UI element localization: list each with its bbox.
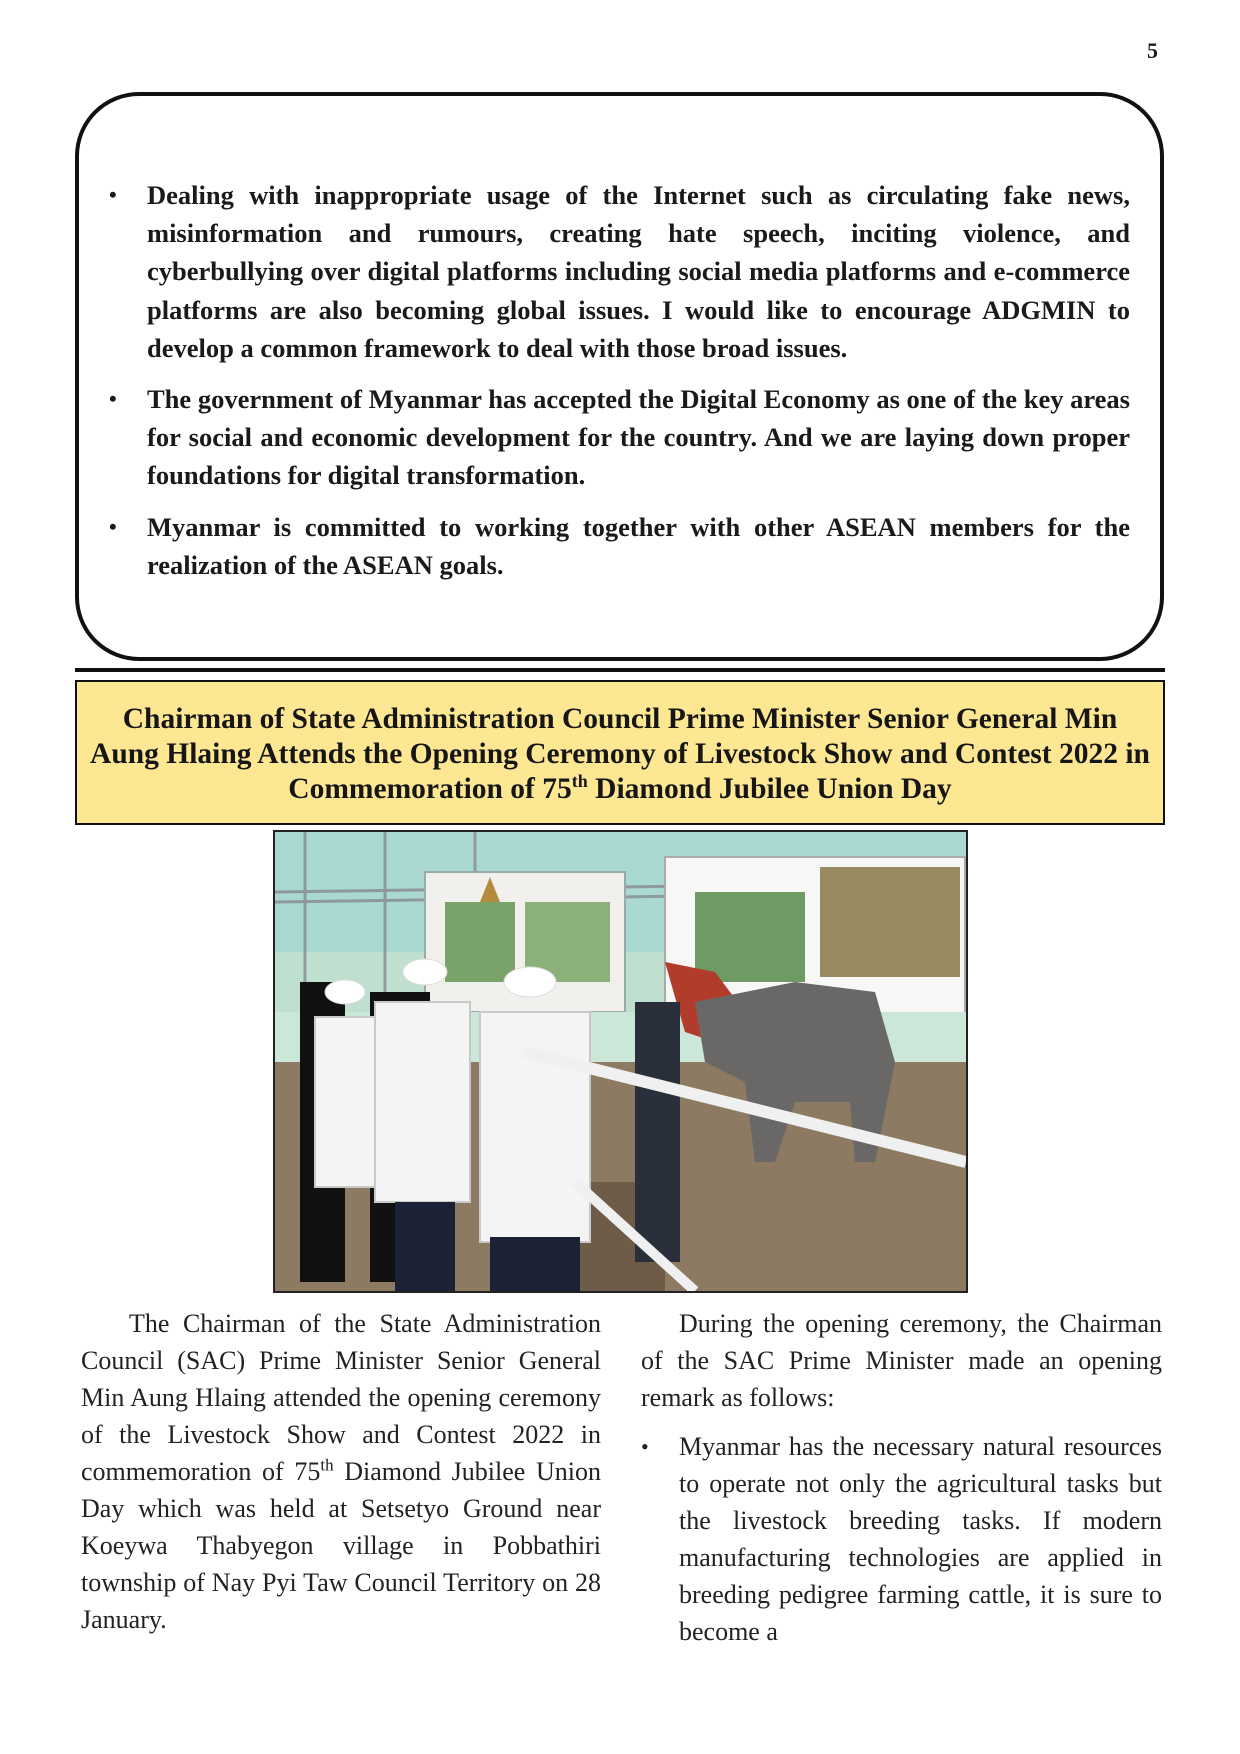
bullet-icon: • [109,182,117,207]
headline-superscript: th [571,771,588,792]
quote-bullet-item [109,176,1130,367]
headline-text-end: Diamond Jubilee Union Day [587,773,952,805]
quote-bullet-item [109,508,1130,584]
quote-bullet-item [109,380,1130,495]
bullet-icon: • [109,513,117,539]
paragraph-text-end: Diamond Jubilee Union Day which was held at Setsetyo Ground near Koeywa Thabyegon village in Pobbathiri township of Nay Pyi Taw Council Territory on 28 January. [81,1457,601,1634]
article-headline [75,680,1165,825]
article-body-right-column [641,1305,1162,1650]
bullet-icon: • [641,1434,649,1459]
quote-bullet-list [109,176,1130,597]
article-paragraph-intro: During the opening ceremony, the Chairman of the SAC Prime Minister made an opening remark as follows: [641,1309,1162,1412]
article-photo [273,830,968,1293]
quote-box [75,92,1164,661]
quote-bullet-text: The government of Myanmar has accepted the Digital Economy as one of the key areas for social and economic development for the country. And we are laying down proper foundations for digital transformation. [147,384,1130,491]
article-paragraph [81,1305,601,1638]
section-divider [75,668,1165,672]
photo-illustration [275,832,966,1291]
remark-bullet-item [641,1428,1162,1650]
paragraph-superscript: th [320,1455,334,1475]
article-body-left-column [81,1305,601,1638]
page-number: 5 [1147,38,1158,63]
quote-bullet-text: Myanmar is committed to working together with other ASEAN members for the realization of the ASEAN goals. [147,511,1130,580]
remark-bullet-list [641,1428,1162,1650]
paragraph-text: The Chairman of the State Administration Council (SAC) Prime Minister Senior General Min Aung Hlaing attended the opening ceremony of the Livestock Show and Contest 2022 in commemoration of 75 [81,1309,601,1486]
bullet-icon: • [109,386,117,412]
headline-text: Chairman of State Administration Council Prime Minister Senior General Min Aung Hlaing Attends the Opening Ceremony of Livestock Show and Contest 2022 in Commemoration of 75 [90,703,1150,805]
remark-bullet-text: Myanmar has the necessary natural resources to operate not only the agricultural tasks but the livestock breeding tasks. If modern manufacturing technologies are applied in breeding pedigree farming cattle, it is sure to become a [679,1432,1162,1646]
quote-bullet-text: Dealing with inappropriate usage of the Internet such as circulating fake news, misinformation and rumours, creating hate speech, inciting violence, and cyberbullying over digital platforms including social media platforms and e-commerce platforms are also becoming global issues. I would like to encourage ADGMIN to develop a common framework to deal with those broad issues. [147,180,1130,363]
